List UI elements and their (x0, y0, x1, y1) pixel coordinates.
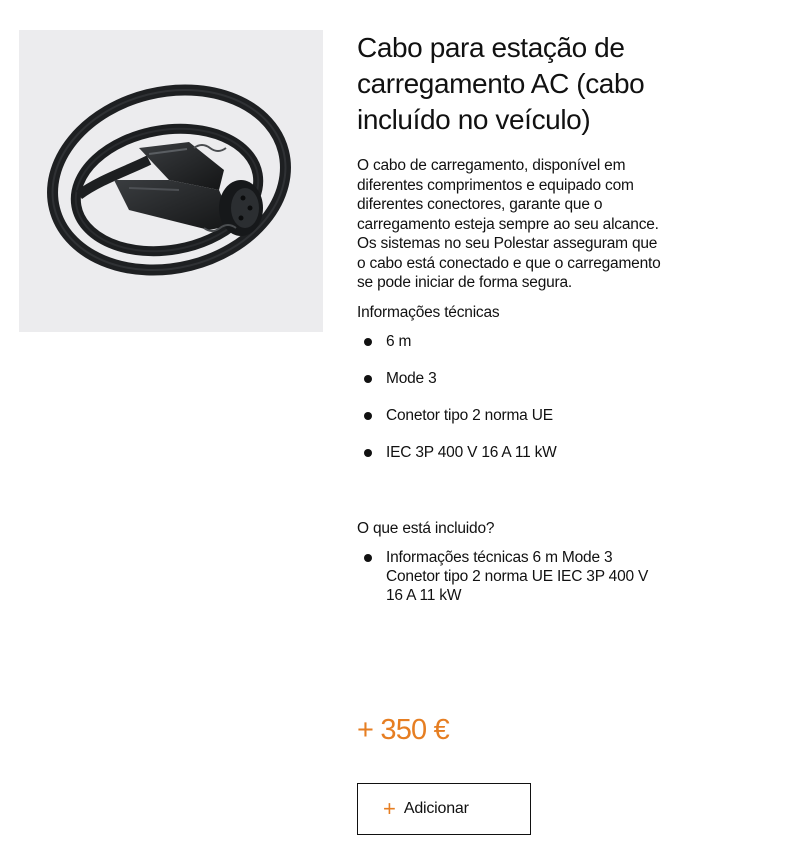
list-item (357, 332, 677, 369)
bullet-icon (364, 554, 372, 562)
product-image (19, 30, 323, 332)
product-details (357, 30, 677, 605)
list-item (357, 548, 657, 605)
charging-cable-image (19, 30, 323, 332)
add-button[interactable] (357, 783, 531, 835)
add-button-label: Adicionar (403, 800, 469, 817)
product-description: O cabo de carregamento, disponível em diferentes comprimentos e equipado com diferentes conectores, garante que o carregamento esteja sempre ao seu alcance. Os sistemas no seu Polestar asseguram que o cabo está conectado e que o carregamento se pode iniciar de forma segura. (357, 157, 661, 291)
product-price: + 350 € (357, 714, 449, 746)
included-list (357, 548, 677, 605)
tech-item-label: IEC 3P 400 V 16 A 11 kW (386, 443, 557, 461)
bullet-icon (364, 412, 372, 420)
bullet-icon (364, 338, 372, 346)
list-item (357, 369, 677, 406)
list-item (357, 443, 677, 480)
product-title: Cabo para estação de carregamento AC (cabo incluído no veículo) (357, 32, 645, 135)
plus-icon: + (383, 796, 396, 821)
bullet-icon (364, 375, 372, 383)
bullet-icon (364, 449, 372, 457)
tech-item-label: Conetor tipo 2 norma UE (386, 406, 553, 424)
list-item (357, 406, 677, 443)
tech-info-list (357, 332, 677, 480)
tech-info-heading: Informações técnicas (357, 303, 500, 321)
tech-item-label: 6 m (386, 332, 412, 350)
tech-item-label: Mode 3 (386, 369, 437, 387)
included-item-label: Informações técnicas 6 m Mode 3 Conetor tipo 2 norma UE IEC 3P 400 V 16 A 11 kW (386, 548, 649, 604)
included-heading: O que está incluido? (357, 519, 495, 537)
